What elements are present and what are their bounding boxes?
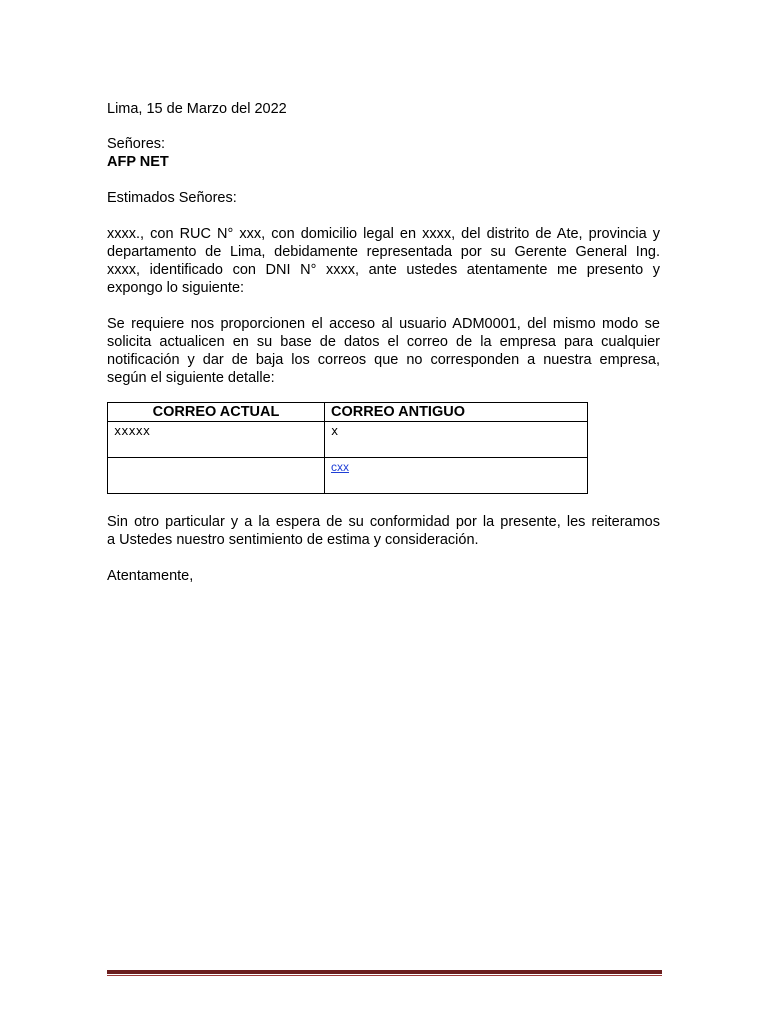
table-cell-old-email	[325, 458, 588, 494]
paragraph-line: xxxx, identificado con DNI N° xxxx, ante ustedes atentamente me presento y	[107, 262, 660, 278]
greeting: Estimados Señores:	[107, 190, 237, 206]
table-header-row	[108, 403, 588, 422]
closing: Atentamente,	[107, 568, 194, 584]
paragraph-line: departamento de Lima, debidamente representada por su Gerente General Ing.	[107, 244, 660, 260]
table-cell-current-email: xxxxx	[108, 422, 325, 458]
footer-rule-thick	[107, 970, 662, 974]
email-detail-table	[107, 402, 588, 494]
column-header-current-email: CORREO ACTUAL	[108, 403, 325, 422]
paragraph-line: Se requiere nos proporcionen el acceso al usuario ADM0001, del mismo modo se	[107, 316, 660, 332]
paragraph-closing-text	[107, 513, 660, 549]
paragraph-request	[107, 315, 660, 387]
table-row	[108, 422, 588, 458]
paragraph-introduction	[107, 225, 660, 297]
footer-rule	[107, 970, 662, 977]
table-row	[108, 458, 588, 494]
table-cell-current-email	[108, 458, 325, 494]
paragraph-line: según el siguiente detalle:	[107, 370, 275, 386]
date-line: Lima, 15 de Marzo del 2022	[107, 101, 287, 117]
paragraph-line: xxxx., con RUC N° xxx, con domicilio legal en xxxx, del distrito de Ate, provincia y	[107, 226, 660, 242]
column-header-old-email: CORREO ANTIGUO	[325, 403, 588, 422]
paragraph-line: Sin otro particular y a la espera de su conformidad por la presente, les reiteramos	[107, 514, 660, 530]
table-cell-old-email: x	[325, 422, 588, 458]
paragraph-line: a Ustedes nuestro sentimiento de estima y consideración.	[107, 532, 479, 548]
salutation-to: Señores:	[107, 136, 166, 152]
footer-rule-thin	[107, 975, 662, 976]
recipient-name: AFP NET	[107, 154, 169, 170]
paragraph-line: expongo lo siguiente:	[107, 280, 245, 296]
paragraph-line: solicita actualicen en su base de datos el correo de la empresa para cualquier	[107, 334, 660, 350]
paragraph-line: notificación y dar de baja los correos que no corresponden a nuestra empresa,	[107, 352, 660, 368]
email-link[interactable]: cxx	[331, 460, 349, 474]
